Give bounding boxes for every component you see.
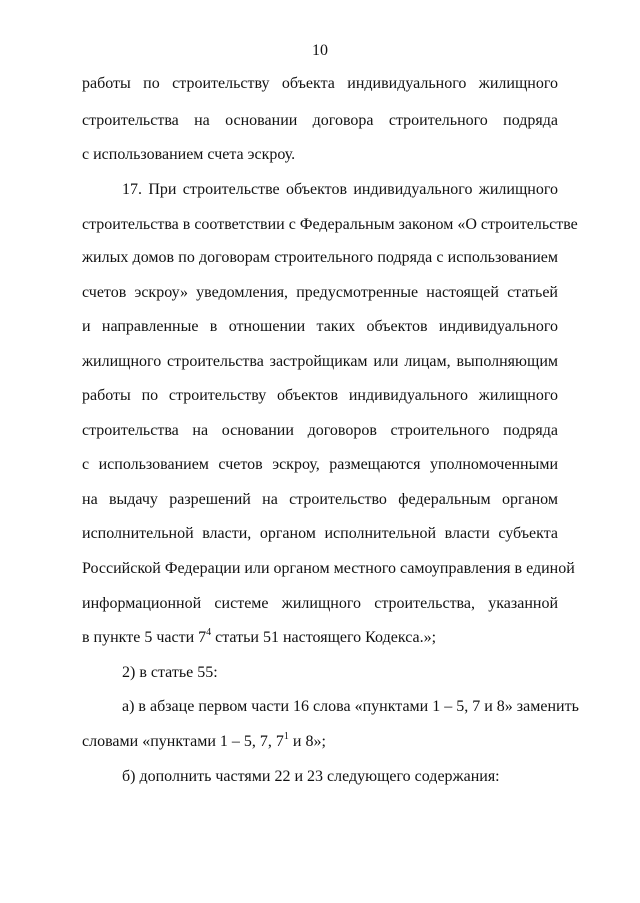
text-line-19: а) в абзаце первом части 16 слова «пунктами 1 – 5, 7 и 8» заменить [122, 698, 579, 715]
text-line-11: строительства на основании договоров строительного подряда [82, 422, 558, 439]
text-line-21: б) дополнить частями 22 и 23 следующего содержания: [122, 768, 500, 785]
text-line-17 [82, 628, 558, 648]
text-line-2: строительства на основании договора строительного подряда [82, 112, 558, 129]
text-line-10: работы по строительству объектов индивидуального жилищного [82, 387, 558, 404]
superscript-1: 1 [283, 730, 289, 742]
text-line-5: строительства в соответствии с Федеральным законом «О строительстве [82, 216, 578, 233]
text-line-9: жилищного строительства застройщикам или лицам, выполняющим [82, 353, 558, 370]
text-line-17-main: в пункте 5 части 7 [82, 629, 207, 646]
text-line-8: и направленные в отношении таких объектов индивидуального [82, 318, 558, 335]
text-line-7: счетов эскроу» уведомления, предусмотренные настоящей статьей [82, 284, 558, 301]
text-line-17-tail: статьи 51 настоящего Кодекса.»; [211, 629, 437, 646]
text-line-6: жилых домов по договорам строительного подряда с использованием [82, 249, 558, 266]
text-line-4: 17. При строительстве объектов индивидуального жилищного [122, 181, 558, 198]
text-line-18: 2) в статье 55: [122, 664, 218, 681]
text-line-14: исполнительной власти, органом исполнительной власти субъекта [82, 525, 558, 542]
text-line-16: информационной системе жилищного строительства, указанной [82, 595, 558, 612]
text-line-20 [82, 732, 558, 752]
text-line-20-tail: и 8»; [288, 733, 326, 750]
superscript-4: 4 [206, 626, 212, 638]
text-line-1: работы по строительству объекта индивидуального жилищного [82, 75, 558, 92]
text-line-20-main: словами «пунктами 1 – 5, 7, 7 [82, 733, 284, 750]
text-line-3: с использованием счета эскроу. [82, 146, 296, 163]
text-line-13: на выдачу разрешений на строительство федеральным органом [82, 491, 558, 508]
page-number: 10 [312, 42, 328, 59]
text-line-12: с использованием счетов эскроу, размещаются уполномоченными [82, 456, 558, 473]
text-line-15: Российской Федерации или органом местного самоуправления в единой [82, 560, 575, 577]
